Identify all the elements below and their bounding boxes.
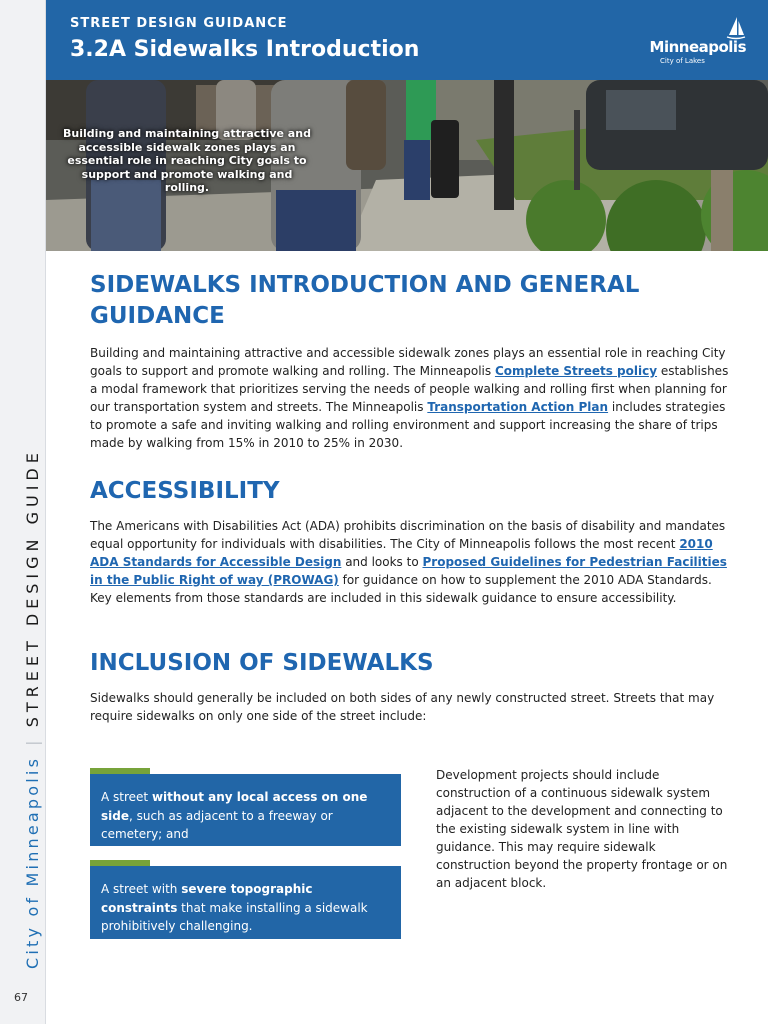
access-text-1: The Americans with Disabilities Act (ADA) prohibits discrimination on the basis of disability and mandates equal opportunity for individuals with disabilities. The City of Minneapolis follows the most recent	[90, 519, 726, 551]
side-vertical-title	[23, 448, 42, 969]
callout-1-post: , such as adjacent to a freeway or cemetery; and	[101, 808, 333, 841]
header-kicker: STREET DESIGN GUIDANCE	[70, 16, 288, 31]
logo-tagline: City of Lakes	[660, 57, 705, 65]
side-guide-label: STREET DESIGN GUIDE	[23, 448, 42, 728]
intro-text-3: includes strategies to promote a safe and inviting walking and rolling environment and support increasing the share of trips made by walking from 15% in 2010 to 25% in 2030.	[90, 400, 726, 450]
callout-2-bold: severe topographic constraints	[101, 882, 313, 915]
sail-logo-icon	[726, 16, 746, 40]
callout-1-pre: A street	[101, 790, 152, 804]
callout-2-pre: A street with	[101, 882, 182, 896]
access-text-3: for guidance on how to supplement the 2010 ADA Standards. Key elements from those standards are included in this sidewalk guidance to ensure accessibility.	[90, 573, 712, 605]
section-accessibility	[90, 476, 730, 607]
ada-standards-link[interactable]: 2010 ADA Standards for Accessible Design	[90, 537, 713, 569]
access-text-2: and looks to	[341, 555, 423, 569]
callout-1-bold: without any local access on one side	[101, 790, 368, 823]
callout-accent-bar	[90, 860, 150, 866]
callout-box-topographic	[90, 866, 401, 939]
intro-text-1: Building and maintaining attractive and accessible sidewalk zones plays an essential role in reaching City goals to support and promote walking and rolling. The Minneapolis	[90, 346, 726, 378]
page-number: 67	[14, 991, 28, 1004]
callout-accent-bar	[90, 768, 150, 774]
hero-caption: Building and maintaining attractive and accessible sidewalk zones plays an essential role in reaching City goals to support and promote walking and rolling.	[63, 127, 311, 194]
section-intro	[90, 270, 730, 452]
page-header	[46, 0, 768, 80]
side-city-label: City of Minneapolis	[23, 755, 42, 969]
section-heading-inclusion: INCLUSION OF SIDEWALKS	[90, 650, 434, 676]
section-inclusion	[90, 648, 730, 725]
page-title: 3.2A Sidewalks Introduction	[70, 37, 420, 62]
intro-paragraph	[90, 344, 730, 452]
hero-photo	[46, 80, 768, 251]
section-heading-accessibility: ACCESSIBILITY	[90, 478, 280, 504]
callout-box-local-access	[90, 774, 401, 846]
section-heading-intro: SIDEWALKS INTRODUCTION AND GENERAL GUIDANCE	[90, 272, 640, 329]
complete-streets-link[interactable]: Complete Streets policy	[494, 364, 658, 378]
transportation-action-plan-link[interactable]: Transportation Action Plan	[427, 400, 609, 414]
callout-text-1	[101, 788, 391, 844]
prowag-link[interactable]: Proposed Guidelines for Pedestrian Facilities in the Public Right of way (PROWAG)	[90, 555, 727, 587]
development-projects-paragraph: Development projects should include construction of a continuous sidewalk system adjacent to the development and connecting to the existing sidewalk system in line with guidance. This may require sidewalk construction beyond the property frontage or on an adjacent block.	[436, 768, 728, 890]
accessibility-paragraph	[90, 517, 730, 607]
intro-text-2: establishes a modal framework that prioritizes serving the needs of people walking and rolling first when planning for our transportation system and streets. The Minneapolis	[90, 364, 729, 414]
minneapolis-logo	[649, 16, 746, 72]
logo-name: Minneapolis	[649, 38, 746, 56]
inclusion-paragraph: Sidewalks should generally be included on both sides of any newly constructed street. Streets that may require sidewalks on only one side of the street include:	[90, 691, 715, 723]
callout-2-post: that make installing a sidewalk prohibitively challenging.	[101, 900, 368, 933]
side-separator: |	[23, 737, 42, 746]
callout-text-2	[101, 880, 391, 936]
